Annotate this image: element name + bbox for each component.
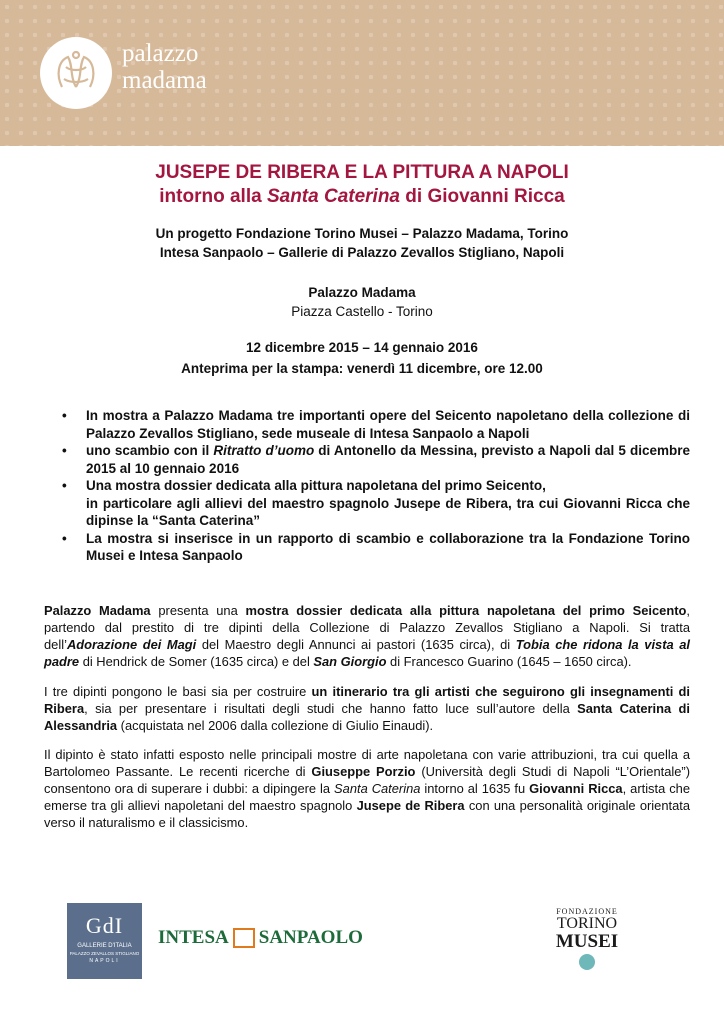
bullet-2-post: di Antonello da Messina, previsto a Napoli dal 5 dicembre 2015 al 10 gennaio 2016 [86, 443, 690, 476]
p1-s6: del Maestro degli Annunci ai pastori (1635 circa), di [196, 637, 516, 652]
subtitle-pre: intorno alla [159, 186, 267, 207]
intesa-square-icon [233, 928, 255, 948]
list-item: • uno scambio con il Ritratto d’uomo di Antonello da Messina, previsto a Napoli dal 5 dicembre 2015 al 10 gennaio 2016 [62, 443, 690, 476]
gdi-line-3: NAPOLI [89, 958, 120, 964]
venue-address: Piazza Castello - Torino [291, 304, 433, 319]
p1-s10: di Francesco Guarino (1645 – 1650 circa). [386, 654, 632, 669]
p3-s8: Jusepe de Ribera [356, 798, 465, 813]
list-item: • In mostra a Palazzo Madama tre importanti opere del Seicento napoletano della collezione di Palazzo Zevallos Stigliano, sede museale di Intesa Sanpaolo a Napoli [62, 408, 690, 441]
gdi-mark: GdI [85, 913, 124, 938]
logo-line-madama: madama [122, 67, 207, 94]
p2-s4: Santa Caterina di Alessandria [44, 701, 691, 733]
ftm-line-1: FONDAZIONE [556, 907, 618, 916]
p3-s6: Giovanni Ricca [529, 781, 623, 796]
p2-s5: (acquistata nel 2006 dalla collezione di Giulio Einaudi). [117, 718, 434, 733]
paragraph-3 [44, 746, 690, 831]
gdi-line-2: PALAZZO ZEVALLOS STIGLIANO [69, 951, 140, 956]
p2-s2: un itinerario tra gli artisti che seguirono gli insegnamenti di Ribera [44, 684, 690, 716]
p1-s7: Tobia che ridona la vista al padre [44, 637, 690, 669]
subtitle-post: di Giovanni Ricca [400, 186, 565, 207]
bullet-2-italic: Ritratto d’uomo [213, 443, 315, 458]
intesa-right: SANPAOLO [258, 927, 363, 948]
bullet-text-4: La mostra si inserisce in un rapporto di scambio e collaborazione tra la Fondazione Torino Musei e Intesa Sanpaolo [86, 530, 690, 563]
bullet-2-pre: uno scambio con il [86, 443, 214, 458]
palazzo-madama-logo-icon [40, 37, 112, 109]
p1-s5: Adorazione dei Magi [66, 637, 197, 652]
bullet-3-line-1: Una mostra dossier dedicata alla pittura napoletana del primo Seicento, [86, 478, 546, 493]
exhibition-dates: 12 dicembre 2015 – 14 gennaio 2016 [246, 340, 478, 355]
p3-s2: Giuseppe Porzio [311, 764, 416, 779]
subtitle-italic: Santa Caterina [266, 186, 400, 207]
bullet-text-1: In mostra a Palazzo Madama tre importanti opere del Seicento napoletano della collezione di Palazzo Zevallos Stigliano, sede museale di Intesa Sanpaolo a Napoli [86, 408, 690, 441]
p3-s1: Il dipinto è stato infatti esposto nelle principali mostre di arte napoletana con varie attribuzioni, tra cui quella a Bartolomeo Passante. Le recenti ricerche di [44, 747, 690, 779]
press-preview: Anteprima per la stampa: venerdì 11 dicembre, ore 12.00 [181, 361, 543, 376]
p2-s3: , sia per presentare i risultati degli studi che hanno fatto luce sull’autore della [84, 701, 578, 716]
p2-s1: I tre dipinti pongono le basi sia per costruire [44, 684, 312, 699]
p1-s8: di Hendrick de Somer (1635 circa) e del [79, 654, 314, 669]
bullet-3-line-2: in particolare agli allievi del maestro spagnolo Jusepe de Ribera, tra cui Giovanni Ricca che dipinse la “Santa Caterina” [86, 495, 690, 528]
p3-s4: Santa Caterina [334, 781, 421, 796]
logo-wordmark [122, 40, 207, 94]
p3-s3: (Università degli Studi di Napoli “L’Orientale”) consentono ora di superare i dubbi: a dipingere la [44, 764, 690, 796]
highlights-list [62, 407, 690, 565]
paragraph-2 [44, 683, 690, 734]
p1-s4: , partendo dal prestito di tre dipinti della Collezione di Palazzo Zevallos Stigliano a Napoli. Si tratta dell’ [44, 603, 690, 652]
p3-s7: , artista che emerse tra gli allievi napoletani del maestro spagnolo [44, 781, 690, 813]
gdi-line-1: GALLERIE D'ITALIA [77, 943, 132, 949]
header-banner [0, 0, 724, 146]
paragraph-1 [44, 602, 690, 670]
logo-line-palazzo: palazzo [122, 40, 199, 67]
list-item: • La mostra si inserisce in un rapporto di scambio e collaborazione tra la Fondazione Torino Musei e Intesa Sanpaolo [62, 530, 690, 563]
p1-s3: mostra dossier dedicata alla pittura napoletana del primo Seicento [245, 603, 687, 618]
p3-s9: con una personalità originale orientata verso il naturalismo e il classicismo. [44, 798, 690, 830]
p1-s2: presenta una [150, 603, 246, 618]
project-line-2: Intesa Sanpaolo – Gallerie di Palazzo Zevallos Stigliano, Napoli [159, 245, 565, 260]
gallerie-italia-logo [67, 903, 142, 979]
ftm-dot-icon [579, 954, 595, 970]
p3-s5: intorno al 1635 fu [420, 781, 530, 796]
ftm-line-3: MUSEI [555, 931, 619, 952]
intesa-sanpaolo-logo [158, 926, 363, 950]
subtitle [0, 186, 724, 208]
venue-name: Palazzo Madama [308, 285, 416, 300]
fondazione-torino-musei-logo [542, 907, 632, 979]
ftm-line-2: TORINO [556, 915, 618, 932]
project-line-1: Un progetto Fondazione Torino Musei – Palazzo Madama, Torino [155, 226, 569, 241]
intesa-left: INTESA [158, 927, 229, 948]
p1-s9: San Giorgio [313, 654, 387, 669]
list-item: • Una mostra dossier dedicata alla pittura napoletana del primo Seicento, in particolare agli allievi del maestro spagnolo Jusepe de Ribera, tra cui Giovanni Ricca che dipinse la “Santa Caterina” [62, 478, 690, 528]
p1-s1: Palazzo Madama [44, 603, 151, 618]
main-title: JUSEPE DE RIBERA E LA PITTURA A NAPOLI [155, 162, 569, 183]
